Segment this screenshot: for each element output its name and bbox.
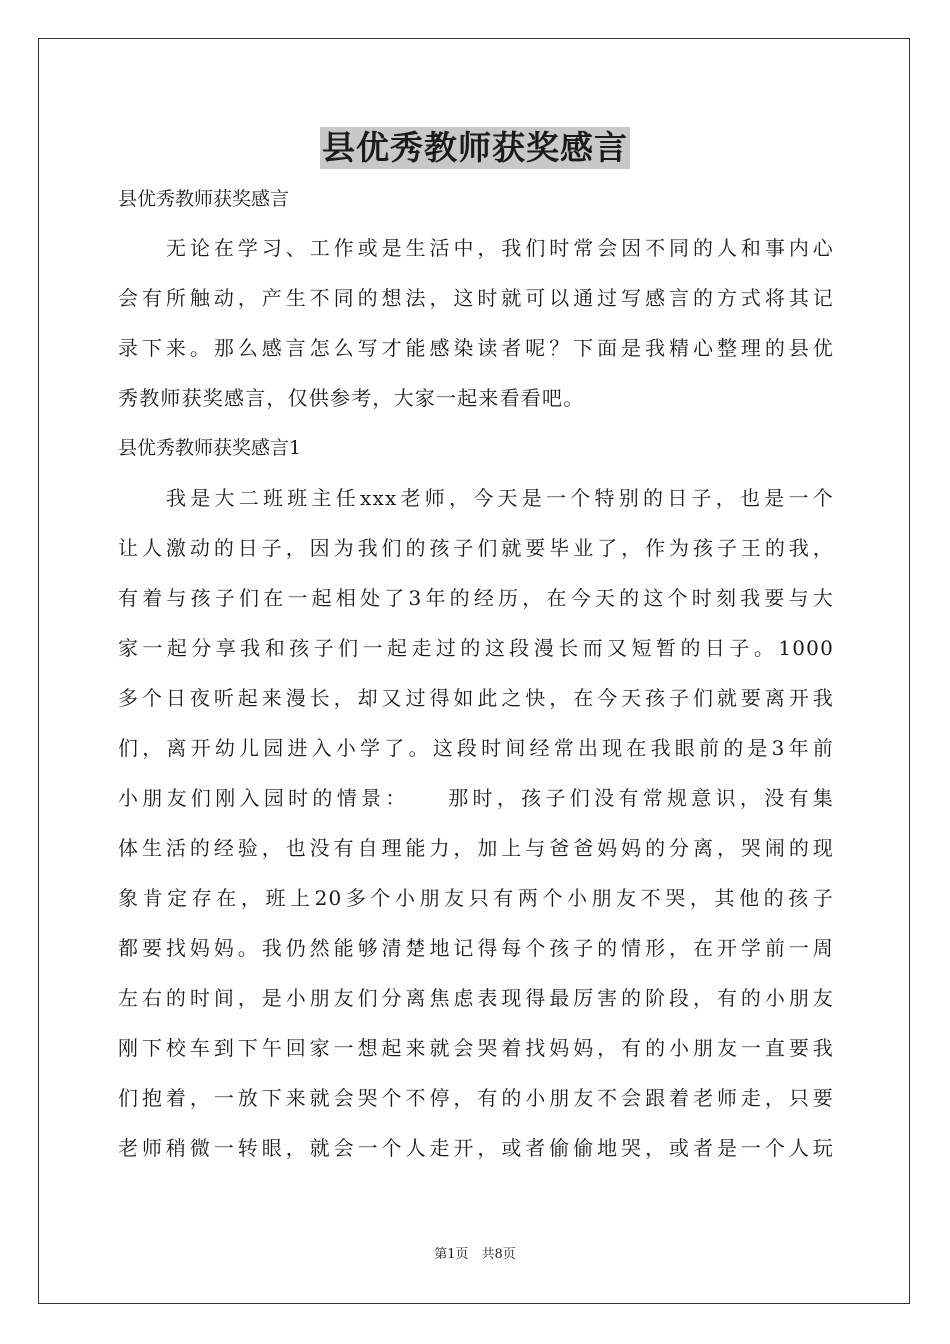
- section-heading: 县优秀教师获奖感言1: [118, 437, 302, 459]
- paragraph-line: 们，离开幼儿园进入小学了。这段时间经常出现在我眼前的是3年前: [118, 736, 834, 760]
- document-subtitle: 县优秀教师获奖感言: [118, 188, 290, 210]
- paragraph-line: 们抱着，一放下来就会哭个不停，有的小朋友不会跟着老师走，只要: [118, 1086, 834, 1110]
- paragraph-line: 刚下校车到下午回家一想起来就会哭着找妈妈，有的小朋友一直要我: [118, 1036, 834, 1060]
- page-footer: 第1页 共8页: [434, 1247, 516, 1262]
- paragraph-line: 秀教师获奖感言，仅供参考，大家一起来看看吧。: [118, 386, 585, 410]
- paragraph-line: 象肯定存在，班上20多个小朋友只有两个小朋友不哭，其他的孩子: [118, 886, 834, 910]
- paragraph-line: 录下来。那么感言怎么写才能感染读者呢？下面是我精心整理的县优: [118, 336, 834, 360]
- title-container: [0, 127, 950, 169]
- paragraph-line: 让人激动的日子，因为我们的孩子们就要毕业了，作为孩子王的我，: [118, 536, 834, 560]
- paragraph-line: 左右的时间，是小朋友们分离焦虑表现得最厉害的阶段，有的小朋友: [118, 986, 834, 1010]
- paragraph-line: 有着与孩子们在一起相处了3年的经历，在今天的这个时刻我要与大: [118, 586, 834, 610]
- paragraph-line: 会有所触动，产生不同的想法，这时就可以通过写感言的方式将其记: [118, 286, 834, 310]
- paragraph-line: 我是大二班班主任xxx老师，今天是一个特别的日子，也是一个: [166, 486, 834, 510]
- paragraph-line: 都要找妈妈。我仍然能够清楚地记得每个孩子的情形，在开学前一周: [118, 936, 834, 960]
- paragraph-line: 多个日夜听起来漫长，却又过得如此之快，在今天孩子们就要离开我: [118, 686, 834, 710]
- paragraph-line: 小朋友们刚入园时的情景： 那时，孩子们没有常规意识，没有集: [118, 786, 834, 810]
- document-title: 县优秀教师获奖感言: [322, 128, 628, 167]
- paragraph-line: 家一起分享我和孩子们一起走过的这段漫长而又短暂的日子。1000: [118, 636, 834, 660]
- paragraph-line: 老师稍微一转眼，就会一个人走开，或者偷偷地哭，或者是一个人玩: [118, 1136, 834, 1160]
- paragraph-line: 体生活的经验，也没有自理能力，加上与爸爸妈妈的分离，哭闹的现: [118, 836, 834, 860]
- paragraph-line: 无论在学习、工作或是生活中，我们时常会因不同的人和事内心: [166, 236, 834, 260]
